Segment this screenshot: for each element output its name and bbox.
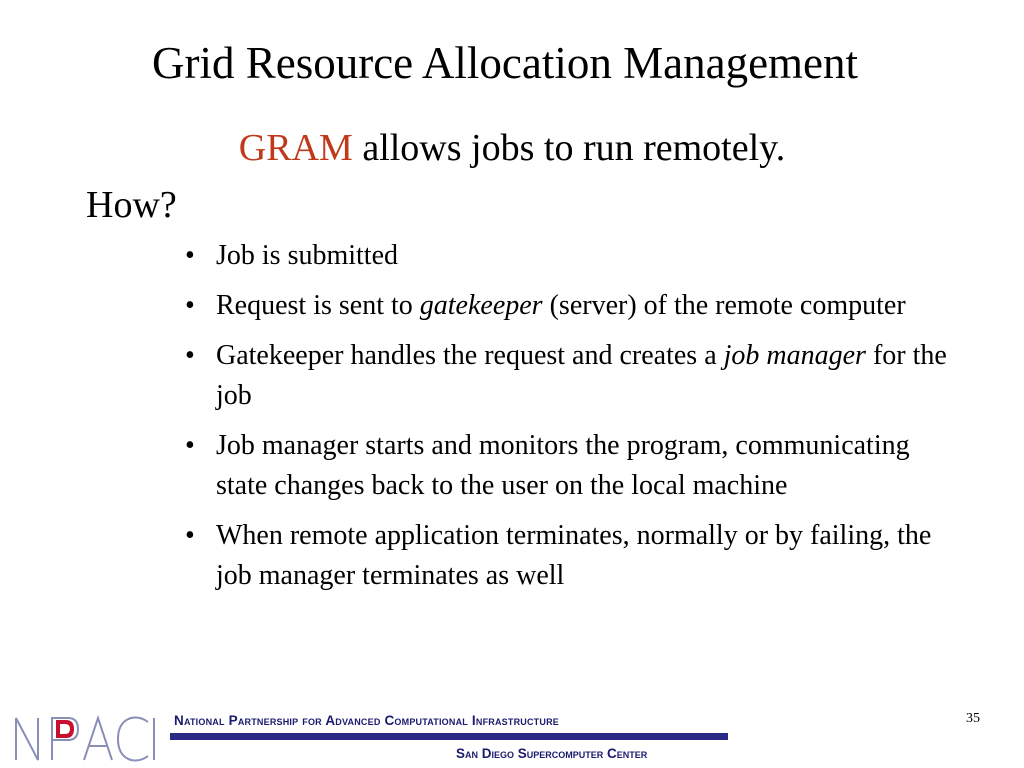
slide-number: 35 bbox=[966, 711, 980, 726]
bullet-item bbox=[183, 516, 963, 596]
subtitle-accent: GRAM bbox=[238, 127, 353, 169]
bullet-text: (server) of the remote computer bbox=[542, 290, 906, 321]
how-heading: How? bbox=[86, 184, 177, 226]
bullet-item bbox=[183, 426, 963, 506]
bullet-dot: • bbox=[185, 520, 195, 551]
bullet-text: Job is submitted bbox=[216, 240, 399, 271]
bullet-text: Job manager starts and monitors the program, communicating state changes back to the user on the local machine bbox=[216, 430, 910, 501]
bullet-text: for the job bbox=[216, 340, 947, 411]
org-name: National Partnership for Advanced Computational Infrastructure bbox=[174, 713, 559, 728]
slide-subtitle bbox=[0, 125, 1024, 171]
bullet-dot: • bbox=[185, 240, 195, 271]
bullet-dot: • bbox=[185, 290, 195, 321]
footer-bar bbox=[170, 733, 728, 740]
bullet-item bbox=[183, 286, 963, 326]
bullet-dot: • bbox=[185, 340, 195, 371]
footer bbox=[12, 710, 732, 766]
bullet-text: Gatekeeper handles the request and creates a bbox=[216, 340, 724, 371]
slide-title: Grid Resource Allocation Management bbox=[151, 38, 859, 88]
bullet-emphasis: gatekeeper bbox=[419, 290, 543, 321]
bullet-item bbox=[183, 336, 963, 416]
npaci-logo bbox=[12, 710, 160, 766]
bullet-item bbox=[183, 236, 963, 276]
subtitle-rest: allows jobs to run remotely. bbox=[352, 127, 786, 169]
center-name: San Diego Supercomputer Center bbox=[456, 746, 648, 761]
bullet-text: Request is sent to bbox=[216, 290, 420, 321]
bullet-dot: • bbox=[185, 430, 195, 461]
bullet-text: When remote application terminates, normally or by failing, the job manager terminates as well bbox=[216, 520, 932, 591]
bullet-list bbox=[183, 236, 963, 606]
bullet-emphasis: job manager bbox=[723, 340, 866, 371]
